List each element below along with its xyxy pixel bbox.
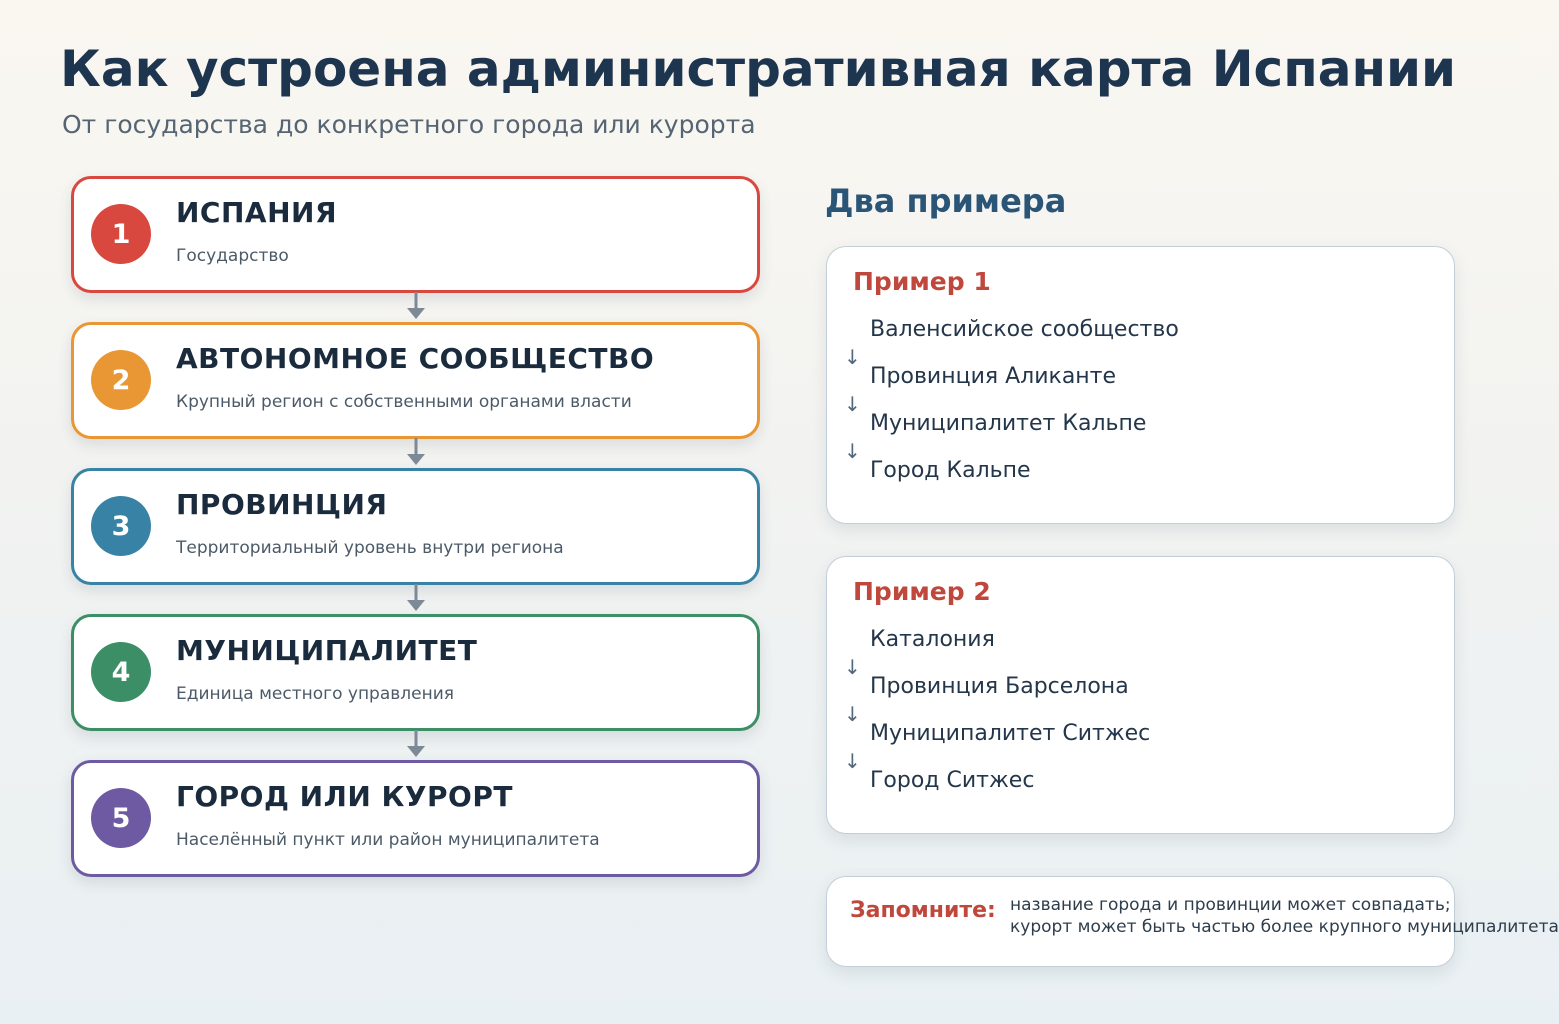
note-line: название города и провинции может совпадать;	[1010, 895, 1451, 915]
level-number-badge: 5	[91, 788, 151, 848]
chain-item: Провинция Аликанте	[870, 364, 1117, 389]
down-arrow-icon	[405, 730, 427, 760]
level-name: ИСПАНИЯ	[176, 196, 338, 229]
level-description: Населённый пункт или район муниципалитета	[176, 830, 600, 850]
down-arrow-icon: ↓	[844, 655, 861, 679]
level-name: ПРОВИНЦИЯ	[176, 488, 388, 521]
level-number-badge: 1	[91, 204, 151, 264]
level-card-province	[71, 468, 760, 585]
level-description: Крупный регион с собственными органами власти	[176, 392, 632, 412]
level-name: МУНИЦИПАЛИТЕТ	[176, 634, 478, 667]
down-arrow-icon: ↓	[844, 702, 861, 726]
chain-item: Муниципалитет Ситжес	[870, 721, 1151, 746]
down-arrow-icon: ↓	[844, 392, 861, 416]
down-arrow-icon: ↓	[844, 439, 861, 463]
level-name: ГОРОД ИЛИ КУРОРТ	[176, 780, 513, 813]
example-card-1	[826, 246, 1455, 524]
note-label: Запомните:	[850, 898, 996, 923]
examples-heading: Два примера	[825, 182, 1067, 220]
chain-item: Город Кальпе	[870, 458, 1031, 483]
level-number-badge: 4	[91, 642, 151, 702]
chain-item: Город Ситжес	[870, 768, 1035, 793]
chain-item: Провинция Барселона	[870, 674, 1129, 699]
level-description: Территориальный уровень внутри региона	[176, 538, 564, 558]
level-description: Единица местного управления	[176, 684, 455, 704]
note-line: курорт может быть частью более крупного муниципалитета	[1010, 917, 1559, 937]
note-card	[826, 876, 1559, 967]
page-title: Как устроена административная карта Испании	[60, 40, 1457, 98]
level-number-badge: 2	[91, 350, 151, 410]
chain-item: Муниципалитет Кальпе	[870, 411, 1147, 436]
level-card-town	[71, 760, 760, 877]
level-card-state	[71, 176, 760, 293]
example-title: Пример 1	[853, 267, 991, 296]
level-number-badge: 3	[91, 496, 151, 556]
chain-item: Каталония	[870, 627, 995, 652]
level-card-municipality	[71, 614, 760, 731]
down-arrow-icon	[405, 584, 427, 614]
down-arrow-icon	[405, 438, 427, 468]
down-arrow-icon: ↓	[844, 749, 861, 773]
level-name: АВТОНОМНОЕ СООБЩЕСТВО	[176, 342, 655, 375]
chain-item: Валенсийское сообщество	[870, 317, 1179, 342]
example-card-2	[826, 556, 1455, 834]
down-arrow-icon: ↓	[844, 345, 861, 369]
level-description: Государство	[176, 246, 289, 266]
page-subtitle: От государства до конкретного города или курорта	[62, 110, 756, 139]
level-card-autonomous-community	[71, 322, 760, 439]
down-arrow-icon	[405, 292, 427, 322]
example-title: Пример 2	[853, 577, 991, 606]
